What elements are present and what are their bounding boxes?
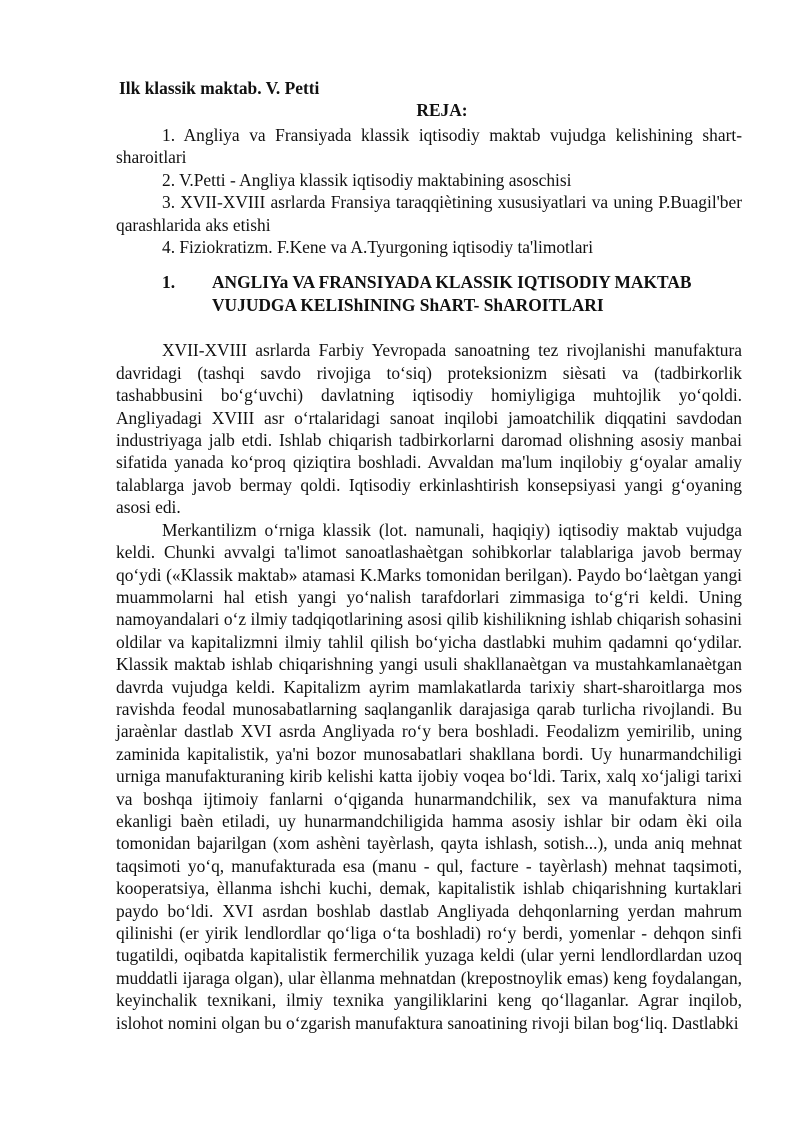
paragraph: XVII-XVIII asrlarda Farbiy Yevropada sanoatning tez rivojlanishi manufaktura davridagi (tashqi savdo rivojiga to‘siq) proteksionizm sièsati va (tadbirkorlik tashabbusini bo‘g‘uvchi) davlatning iqtisodiy homiyligiga muhtojlik yo‘qoldi. Angliyadagi XVIII asr o‘rtalaridagi sanoat inqilobi jamoatchilik diqqatini savdodan industriyaga jalb etdi. Ishlab chiqarish tadbirkorlarni daromad olishning asosiy manbai sifatida yanada ko‘proq qiziqtira boshladi. Avvaldan ma'lum inqilobiy g‘oyalar amaliy talablarga javob bermay qoldi. Iqtisodiy erkinlashtirish konsepsiyasi yangi g‘oyaning asosi edi. (116, 340, 742, 518)
plan-heading: REJA: (416, 100, 468, 120)
plan-item: 1. Angliya va Fransiyada klassik iqtisodiy maktab vujudga kelishining shart-sharoitlari (116, 125, 742, 168)
body-text (116, 339, 742, 1034)
plan-item: 4. Fiziokratizm. F.Kene va A.Tyurgoning iqtisodiy ta'limotlari (162, 237, 594, 258)
plan-item: 2. V.Petti - Angliya klassik iqtisodiy maktabining asoschisi (162, 169, 572, 190)
section-heading (116, 271, 742, 317)
section-title: ANGLIYa VA FRANSIYADA KLASSIK IQTISODIY MAKTAB VUJUDGA KELIShINING ShART- ShAROITLARI (212, 272, 692, 315)
section-number: 1. (162, 272, 176, 293)
plan-item: 3. XVII-XVIII asrlarda Fransiya taraqqiètining xususiyatlari va uning P.Buagil'ber qarashlarida aks etishi (116, 192, 742, 235)
paragraph: Merkantilizm o‘rniga klassik (lot. namunali, haqiqiy) iqtisodiy maktab vujudga keldi. Chunki avvalgi ta'limot sanoatlashaètgan sohibkorlar talablariga javob bermay qo‘ydi («Klassik maktab» atamasi K.Marks tomonidan berilgan). Paydo bo‘laètgan yangi muammolarni hal etish yangi yo‘nalish tarafdorlari zimmasiga to‘g‘ri keldi. Uning namoyandalari o‘z ilmiy tadqiqotlarining asosi qilib kishilikning ishlab chiqarish sohasini oldilar va kapitalizmni ilmiy tahlil qilish bo‘yicha dastlabki muhim qadamni qo‘ydilar. Klassik maktab ishlab chiqarishning yangi usuli shakllanaètgan va mustahkamlanaètgan davrda vujudga keldi. Kapitalizm ayrim mamlakatlarda tarixiy shart-sharoitlarga mos ravishda feodal munosabatlarning saqlanganlik darajasiga qarab turlicha rivojlandi. Bu jaraènlar dastlab XVI asrda Angliyada ro‘y bera boshladi. Feodalizm yemirilib, uning zaminida kapitalistik, ya'ni bozor munosabatlari shakllana bordi. Uy hunarmandchiligi urniga manufakturaning kirib kelishi katta ijobiy voqea bo‘ldi. Tarix, xalq xo‘jaligi tarixi va boshqa ijtimoiy fanlarni o‘qiganda hunarmandchilik, sex va manufaktura nima ekanligi baèn etiladi, uy hunarmandchiligida hamma asosiy ishlar bir odam èki oila tomonidan bajarilgan (xom ashèni tayèrlash, qayta ishlash, sotish...), unda aniq mehnat taqsimoti yo‘q, manufakturada esa (manu - qul, facture - tayèrlash) mehnat taqsimoti, kooperatsiya, èllanma ishchi kuchi, demak, kapitalistik ishlab chiqarishning kurtaklari paydo bo‘ldi. XVI asrdan boshlab dastlab Angliyada dehqonlarning yerdan mahrum qilinishi (er yirik lendlordlar qo‘liga o‘ta boshladi) ro‘y berdi, yomenlar - dehqon sinfi tugatildi, oqibatda kapitalistik fermerchilik yuzaga keldi (ular yerni lendlordlardan uzoq muddatli ijaraga olgan), ular èllanma mehnatdan (krepostnoylik emas) keng foydalangan, keyinchalik texnikani, ilmiy texnika yangiliklarini keng qo‘llaganlar. Agrar inqilob, islohot nomini olgan bu o‘zgarish manufaktura sanoatining rivoji bilan bog‘liq. Dastlabki (116, 519, 742, 1033)
plan-list (116, 124, 742, 258)
document-title: Ilk klassik maktab. V. Petti (119, 78, 320, 98)
document-page (116, 77, 742, 1034)
